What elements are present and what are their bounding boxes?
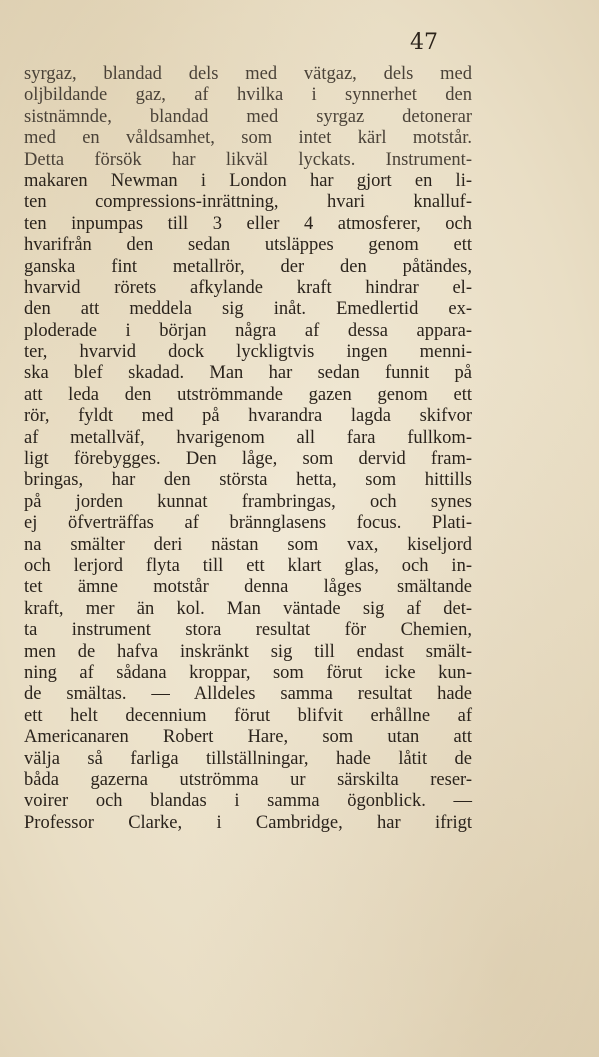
text-line: makaren Newman i London har gjort en li- bbox=[24, 170, 472, 191]
text-line: att leda den utströmmande gazen genom ett bbox=[24, 384, 472, 405]
body-text bbox=[24, 64, 472, 834]
text-line: voirer och blandas i samma ögonblick. — bbox=[24, 791, 472, 812]
text-line: ej öfverträffas af brännglasens focus. Plati- bbox=[24, 513, 472, 534]
text-line: syrgaz, blandad dels med vätgaz, dels med bbox=[24, 64, 472, 84]
text-line: ta instrument stora resultat för Chemien, bbox=[24, 620, 472, 641]
text-line: af metallväf, hvarigenom all fara fullkom- bbox=[24, 427, 472, 448]
text-line: ploderade i början några af dessa appara- bbox=[24, 320, 472, 341]
text-line: den att meddela sig inåt. Emedlertid ex- bbox=[24, 299, 472, 320]
text-line: Professor Clarke, i Cambridge, har ifrigt bbox=[24, 812, 472, 833]
page-number: 47 bbox=[410, 30, 438, 55]
text-line: na smälter deri nästan som vax, kiseljord bbox=[24, 534, 472, 555]
text-line: båda gazerna utströmma ur särskilta reser- bbox=[24, 769, 472, 790]
text-line: och lerjord flyta till ett klart glas, och in- bbox=[24, 555, 472, 576]
text-line: hvarifrån den sedan utsläppes genom ett bbox=[24, 235, 472, 256]
text-line: på jorden kunnat frambringas, och synes bbox=[24, 491, 472, 512]
text-line: Detta försök har likväl lyckats. Instrument- bbox=[24, 149, 472, 170]
text-line: ska blef skadad. Man har sedan funnit på bbox=[24, 363, 472, 384]
text-line: ning af sådana kroppar, som förut icke kun- bbox=[24, 662, 472, 683]
text-line: ganska fint metallrör, der den påtändes, bbox=[24, 256, 472, 277]
text-line: med en våldsamhet, som intet kärl motstår. bbox=[24, 128, 472, 149]
text-line: rör, fyldt med på hvarandra lagda skifvor bbox=[24, 406, 472, 427]
text-line: ten compressions-inrättning, hvari knalluf- bbox=[24, 192, 472, 213]
text-line: hvarvid rörets afkylande kraft hindrar el- bbox=[24, 277, 472, 298]
text-line: välja så farliga tillställningar, hade låtit de bbox=[24, 748, 472, 769]
text-line: ten inpumpas till 3 eller 4 atmosferer, och bbox=[24, 213, 472, 234]
text-line: ett helt decennium förut blifvit erhållne af bbox=[24, 705, 472, 726]
text-line: ligt förebygges. Den låge, som dervid fram- bbox=[24, 449, 472, 470]
text-line: kraft, mer än kol. Man väntade sig af det- bbox=[24, 598, 472, 619]
text-line: men de hafva inskränkt sig till endast smält- bbox=[24, 641, 472, 662]
text-line: tet ämne motstår denna låges smältande bbox=[24, 577, 472, 598]
text-line: bringas, har den största hetta, som hittills bbox=[24, 470, 472, 491]
text-line: oljbildande gaz, af hvilka i synnerhet den bbox=[24, 85, 472, 106]
text-line: de smältas. — Alldeles samma resultat hade bbox=[24, 684, 472, 705]
text-line: ter, hvarvid dock lyckligtvis ingen menni- bbox=[24, 342, 472, 363]
text-line: Americanaren Robert Hare, som utan att bbox=[24, 727, 472, 748]
text-line: sistnämnde, blandad med syrgaz detonerar bbox=[24, 106, 472, 127]
